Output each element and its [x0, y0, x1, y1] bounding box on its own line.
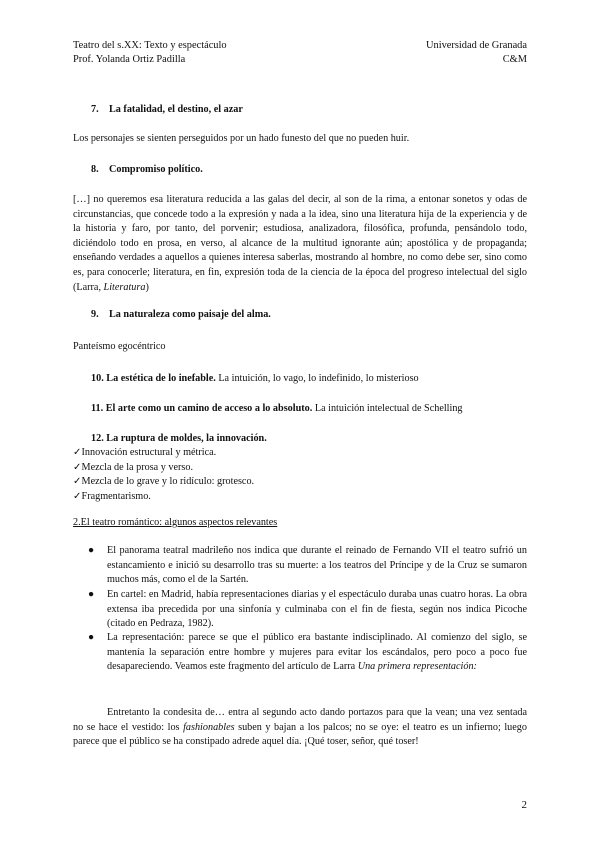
heading-11: 11. El arte como un camino de acceso a lo absoluto. La intuición intelectual de Schelling — [91, 403, 463, 414]
header-right — [426, 39, 527, 67]
check-item-1: ✓Innovación estructural y métrica. — [73, 447, 217, 458]
section-title: 2.El teatro romántico: algunos aspectos relevantes — [73, 517, 278, 528]
check-item-3: ✓Mezcla de lo grave y lo ridículo: grotesco. — [73, 476, 255, 487]
bullet-icon: ● — [88, 589, 95, 600]
heading-8: 8. Compromiso político. — [91, 164, 203, 175]
check-item-4: ✓Fragmentarismo. — [73, 491, 151, 502]
header-left — [73, 39, 227, 67]
bullet-item-2: ● En cartel: en Madrid, había representaciones diarias y el espectáculo duraba unas cuatro horas. La obra extensa iba precedida por una sinfonía y culminaba con el fin de fiesta, según nos indica Picoche (citado en Pedraza, 1982). — [88, 589, 527, 630]
heading-9: 9. La naturaleza como paisaje del alma. — [91, 309, 271, 320]
heading-7: 7. La fatalidad, el destino, el azar — [91, 104, 243, 115]
larra-citation: Literatura — [103, 281, 146, 293]
heading-8-title: Compromiso político. — [109, 164, 203, 175]
bullet-icon: ● — [88, 632, 95, 643]
course-title: Teatro del s.XX: Texto y espectáculo — [73, 40, 227, 51]
department-code: C&M — [502, 54, 527, 65]
university-name: Universidad de Granada — [426, 40, 527, 51]
heading-7-title: La fatalidad, el destino, el azar — [109, 104, 243, 115]
page-number: 2 — [521, 799, 527, 811]
heading-12: 12. La ruptura de moldes, la innovación. — [91, 433, 267, 444]
heading-10: 10. La estética de lo inefable. La intuición, lo vago, lo indefinido, lo misterioso — [91, 373, 419, 384]
larra-quote: Entretanto la condesita de… entra al segundo acto dando portazos para que la vean; una vez sentada no se hace el vestido: los fashionables suben y bajan a los palcos; no se oye: el teatro es un infierno; luego parece que el público se ha constipado adrede aquel día. ¡Qué toser, señor, qué toser! — [73, 707, 527, 748]
bullet-item-3: ● La representación: parece se que el público era bastante indisciplinado. Al comienzo del siglo, se mantenía la separación entre hombre y mujeres para evitar los escándalos, pero poco a poco fue desapareciendo. Veamos este fragmento del artículo de Larra Una primera representación: — [88, 632, 527, 673]
paragraph-9: Panteísmo egocéntrico — [73, 341, 166, 352]
bullet-item-1: ● El panorama teatral madrileño nos indica que durante el reinado de Fernando VII el teatro sufrió un estancamiento e inició su desarrollo tras su muerte: a los teatros del Príncipe y de la Cruz se sumaron muchos más, como el de la Sartén. — [88, 545, 527, 586]
professor-name: Prof. Yolanda Ortiz Padilla — [73, 54, 186, 65]
paragraph-8: […] no queremos esa literatura reducida a las galas del decir, al son de la rima, a entonar sonetos y odas de circunstancias, que concede todo a la expresión y nada a la idea, sino una literatura hija de la experiencia y de la historia y faro, por tanto, del porvenir; estudiosa, analizadora, filosófica, profunda, pensándolo todo, diciéndolo todo en prosa, en verso, al alcance de la multitud ignorante aún; apostólica y de propaganda; enseñando verdades a aquellos a quienes interesa saberlas, mostrando al hombre, no como debe ser, sino como es, para conocerle; literatura, en fin, expresión toda de la ciencia de la época del progreso intelectual del siglo (Larra, Literatura) — [73, 194, 527, 293]
heading-9-title: La naturaleza como paisaje del alma. — [109, 309, 271, 320]
paragraph-7: Los personajes se sienten perseguidos por un hado funesto del que no pueden huir. — [73, 133, 410, 144]
check-item-2: ✓Mezcla de la prosa y verso. — [73, 462, 193, 473]
bullet-icon: ● — [88, 545, 95, 556]
larra-article-title: Una primera representación: — [357, 661, 477, 673]
